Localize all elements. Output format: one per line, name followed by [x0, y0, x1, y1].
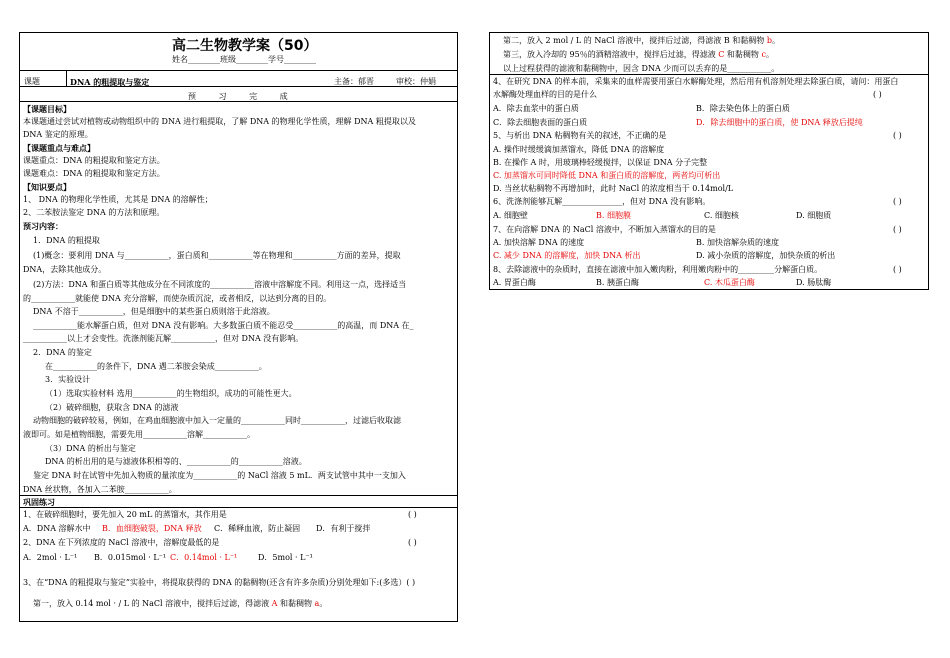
option-c: C. 细胞核: [704, 211, 739, 220]
divider: [19, 507, 458, 508]
option-a: A. 胃蛋白酶: [493, 278, 536, 287]
answer-paren: ( ): [893, 131, 902, 140]
preview-line: DNA 的析出用的是与滤液体积相等的、___________的___________溶液。: [45, 457, 307, 466]
question-1: 1、在破碎细胞时，要先加入 20 mL 的蒸馏水，其作用是: [23, 510, 227, 519]
key-point-1: 课题重点：DNA 的粗提取和鉴定方法。: [23, 156, 165, 165]
filtrate-label: C: [718, 50, 725, 59]
question-7: 7、在向溶解 DNA 的 NaCl 溶液中，不断加入蒸馏水的目的是: [493, 225, 716, 234]
goal-text-2: DNA 鉴定的原理。: [23, 130, 93, 139]
precipitate-label: a: [314, 599, 320, 608]
question-3-summary: 以上过程获得的滤液和黏稠物中，因含 DNA 少而可以丢弃的是___________。: [503, 64, 780, 73]
answer-paren: ( ): [408, 538, 417, 547]
step-text: 和黏稠物: [724, 50, 762, 59]
option-b: B. 在操作 A 时，用玻璃棒轻缓搅拌，以保证 DNA 分子完整: [493, 158, 708, 167]
preview-line: ___________能水解蛋白质，但对 DNA 没有影响。大多数蛋白质不能忍受___________的高温，而 DNA 在_: [33, 321, 414, 330]
option-a: A．DNA 溶解水中: [23, 524, 91, 533]
option-b: B. 胰蛋白酶: [596, 278, 639, 287]
preview-line: DNA，去除其他成分。: [23, 265, 107, 274]
preview-content-heading: 预习内容：: [23, 221, 63, 231]
preview-line: 2．DNA 的鉴定: [33, 348, 92, 357]
answer-paren: ( ): [893, 225, 902, 234]
step-text: 第二，放入 2 mol / L 的 NaCl 溶液中，搅拌后过滤，得滤液 B 和黏稠物: [503, 36, 767, 45]
question-8: 8、去除滤液中的杂质时，直接在滤液中加入嫩肉粉，利用嫩肉粉中的_________分解蛋白质。: [493, 265, 823, 274]
divider: [489, 74, 929, 75]
option-d-answer: D．除去细胞中的蛋白质，使 DNA 释放后提纯: [696, 118, 863, 127]
option-b-answer: B．血细胞破裂，DNA 释放: [102, 524, 202, 533]
step-text: 。: [319, 599, 328, 608]
step-text: 。: [771, 36, 780, 45]
preview-line: DNA 不溶于___________，但是细胞中的某些蛋白质则溶于此溶液。: [33, 307, 275, 316]
answer-paren: ( ): [408, 510, 417, 519]
option-d: D. 肠肽酶: [796, 278, 832, 287]
option-a: A．除去血浆中的蛋白质: [493, 104, 579, 113]
answer-paren: ( ): [893, 197, 902, 206]
preview-line: 液即可。如是植物细胞，需要先用___________溶解___________。: [23, 430, 255, 439]
option-a: A. 细胞壁: [493, 211, 528, 220]
preview-line: 动物细胞的破碎较易，例如，在鸡血细胞液中加入一定量的___________同时___________，过滤后收取滤: [33, 416, 401, 425]
answer-paren: ( ): [893, 265, 902, 274]
option-a: A．2mol · L⁻¹: [23, 553, 78, 562]
divider: [19, 495, 458, 496]
option-a: A. 操作时缓缓滴加蒸馏水，降低 DNA 的溶解度: [493, 145, 665, 154]
precipitate-label: c: [761, 50, 766, 59]
option-d: D．5mol · L⁻¹: [258, 553, 313, 562]
option-b: B. 加快溶解杂质的速度: [696, 238, 779, 247]
question-3: 3、在“DNA 的粗提取与鉴定”实验中，将提取获得的 DNA 的黏稠物(还含有许多杂质)分别处理如下:(多选）( ): [23, 578, 416, 587]
divider: [19, 70, 458, 71]
option-c: C．稀释血液，防止凝固: [214, 524, 301, 533]
knowledge-heading: 【知识要点】: [23, 182, 71, 192]
knowledge-point-1: 1、 DNA 的物理化学性质，尤其是 DNA 的溶解性；: [23, 195, 213, 204]
option-d: D. 当丝状粘稠物不再增加时，此时 NaCl 的浓度相当于 0.14mol/L: [493, 184, 734, 193]
key-heading: 【课题重点与难点】: [23, 143, 95, 153]
step-text: 。: [765, 50, 774, 59]
option-b: B．除去染色体上的蛋白质: [696, 104, 790, 113]
divider: [66, 70, 67, 86]
option-b: B．0.015mol · L⁻¹: [94, 553, 167, 562]
student-info-row: 姓名________班级________学号________: [172, 55, 316, 64]
filtrate-label: A: [271, 599, 278, 608]
option-c-answer: C. 减少 DNA 的溶解度，加快 DNA 析出: [493, 251, 641, 260]
question-3-step-1: [33, 599, 327, 609]
question-4-cont: 水解酶处理血样的目的是什么: [493, 90, 597, 99]
divider: [19, 101, 458, 102]
step-text: 第三，放入冷却的 95％的酒精溶液中，搅拌后过滤，得滤液: [503, 50, 719, 59]
topic-text: DNA 的粗提取与鉴定: [70, 77, 150, 87]
divider: [489, 32, 929, 33]
option-d: D．有利于搅拌: [316, 524, 371, 533]
option-c-answer: C. 加蒸馏水可同时降低 DNA 和蛋白质的溶解度，两者均可析出: [493, 171, 721, 180]
goal-text-1: 本课题通过尝试对植物或动物组织中的 DNA 进行粗提取，了解 DNA 的物理化学性质，理解 DNA 粗提取以及: [23, 117, 416, 126]
precipitate-label: b: [766, 36, 772, 45]
option-c-answer: C. 木瓜蛋白酶: [704, 278, 755, 287]
question-4: 4、在研究 DNA 的样本前，采集来的血样需要用蛋白水解酶处理，然后用有机溶剂处理去除蛋白质，请问：用蛋白: [493, 77, 899, 86]
key-point-2: 课题难点：DNA 的粗提取和鉴定方法。: [23, 169, 165, 178]
answer-paren: ( ): [873, 90, 882, 99]
option-d: D. 细胞质: [796, 211, 832, 220]
preview-line: （1）选取实验材料 选用___________的生物组织，成功的可能性更大。: [45, 389, 297, 398]
preview-line: 在___________的条件下，DNA 遇二苯胺会染成___________。: [45, 362, 267, 371]
option-c: C．除去细胞表面的蛋白质: [493, 118, 588, 127]
preview-heading: 预 习 完 成: [188, 92, 298, 101]
preview-line: (2)方法：DNA 和蛋白质等其他成分在不同浓度的___________溶液中溶解度不同。利用这一点，选择适当: [33, 280, 407, 289]
step-text: 第一，放入 0.14 mol · / L 的 NaCl 溶液中，搅拌后过滤，得滤液: [33, 599, 272, 608]
page-title: 高二生物教学案（50）: [172, 38, 318, 54]
editor-text: 主备：郁晋: [334, 77, 374, 86]
divider: [19, 86, 458, 87]
reviewer-text: 审校：仲娟: [396, 77, 436, 86]
topic-label: 课题: [24, 77, 40, 86]
preview-line: DNA 丝状物，各加入二苯胺___________。: [23, 485, 177, 494]
preview-line: 的___________就能使 DNA 充分溶解，而使杂质沉淀，或者相反，以达到分离的目的。: [23, 294, 332, 303]
question-6: 6、洗涤剂能够瓦解_______________，但对 DNA 没有影响。: [493, 197, 711, 206]
question-2: 2、DNA 在下列浓度的 NaCl 溶液中，溶解度最低的是: [23, 538, 220, 547]
preview-line: 鉴定 DNA 时在试管中先加入物质的量浓度为___________的 NaCl 溶液 5 mL．两支试管中其中一支加入: [33, 471, 406, 480]
question-3-step-3: [503, 50, 774, 60]
preview-line: ___________以上才会变性。洗涤剂能瓦解___________，但对 DNA 没有影响。: [23, 334, 304, 343]
step-text: 和黏稠物: [277, 599, 315, 608]
knowledge-point-2: 2、二苯胺法鉴定 DNA 的方法和原理。: [23, 208, 165, 217]
preview-line: （2）破碎细胞，获取含 DNA 的滤液: [45, 403, 179, 412]
option-b-answer: B. 细胞膜: [596, 211, 631, 220]
option-c-answer: C．0.14mol · L⁻¹: [170, 553, 238, 562]
option-a: A. 加快溶解 DNA 的速度: [493, 238, 585, 247]
option-d: D. 减小杂质的溶解度，加快杂质的析出: [696, 251, 836, 260]
goal-heading: 【课题目标】: [23, 104, 71, 114]
preview-line: (1)概念：要利用 DNA 与___________，蛋白质和___________等在物理和___________方面的差异，提取: [33, 251, 401, 260]
practice-heading: 巩固练习: [23, 497, 55, 507]
question-3-step-2: [503, 36, 780, 46]
preview-line: （3）DNA 的析出与鉴定: [45, 444, 136, 453]
preview-line: 1．DNA 的粗提取: [33, 236, 100, 245]
preview-line: 3．实验设计: [45, 375, 91, 384]
question-5: 5、与析出 DNA 粘稠物有关的叙述，不正确的是: [493, 131, 667, 140]
